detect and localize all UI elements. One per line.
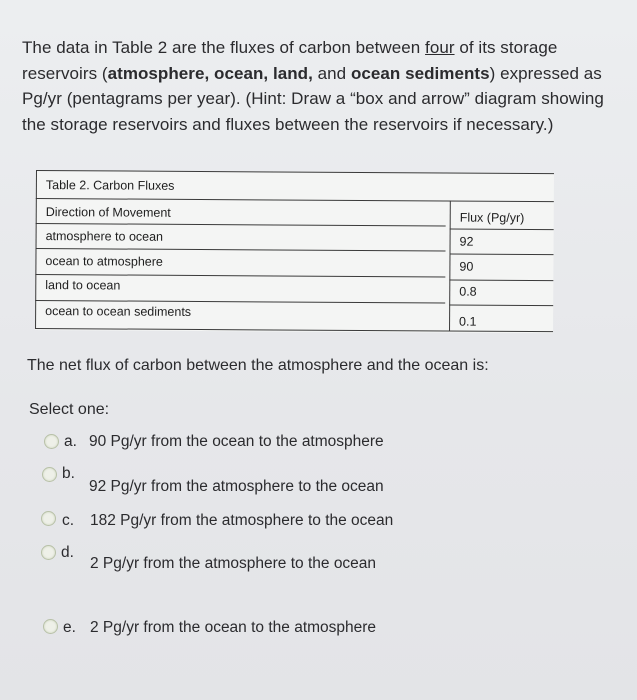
- select-one-label: Select one:: [29, 401, 110, 418]
- option-b-letter: b.: [62, 465, 75, 482]
- table-row-direction: atmosphere to ocean: [45, 229, 164, 244]
- option-d-letter: d.: [61, 544, 74, 561]
- radio-option-e[interactable]: [43, 619, 58, 634]
- intro-bold-sediments: ocean sediments: [350, 63, 490, 83]
- option-e-letter: e.: [63, 619, 76, 636]
- table-row-flux: 92: [459, 234, 474, 249]
- option-e-text[interactable]: 2 Pg/yr from the ocean to the atmosphere: [90, 619, 377, 636]
- table-rule: [450, 229, 554, 231]
- table-rule: [449, 305, 553, 307]
- table-header-flux: Flux (Pg/yr): [459, 210, 525, 225]
- table-rule: [35, 274, 445, 278]
- table-border-left: [35, 170, 37, 329]
- intro-underlined-word: four: [425, 38, 455, 57]
- question-intro: [22, 35, 622, 137]
- intro-text-4: ) expressed as Pg/yr (pentagrams per year). (Hint: Draw a “box and arrow” diagram showing the storage reservoirs and fluxes between the reservoirs if necessary.): [22, 63, 604, 134]
- table-border-top: [36, 170, 554, 174]
- option-c-letter: c.: [62, 512, 75, 529]
- radio-option-d[interactable]: [41, 545, 56, 560]
- intro-bold-reservoirs: atmosphere, ocean, land,: [107, 63, 313, 83]
- intro-text-1: The data in Table 2 are the fluxes of carbon between: [22, 38, 426, 57]
- intro-text-3: and: [312, 63, 351, 83]
- table-rule: [36, 198, 554, 202]
- radio-option-a[interactable]: [44, 434, 59, 449]
- table-divider: [449, 201, 451, 332]
- table-row-direction: land to ocean: [45, 278, 121, 293]
- table-row-flux: 0.8: [459, 284, 477, 299]
- option-c-text[interactable]: 182 Pg/yr from the atmosphere to the ocean: [90, 512, 394, 529]
- table-caption: Table 2. Carbon Fluxes: [45, 178, 175, 193]
- table-row-flux: 90: [459, 259, 474, 274]
- table-rule: [36, 248, 446, 252]
- question-prompt: The net flux of carbon between the atmosphere and the ocean is:: [27, 357, 489, 374]
- intro-text-2: of its storage reservoirs (: [22, 38, 558, 83]
- table-row-flux: 0.1: [459, 314, 477, 329]
- radio-option-b[interactable]: [42, 467, 57, 482]
- table-header-direction: Direction of Movement: [45, 205, 171, 220]
- table-rule: [36, 223, 446, 227]
- option-a-text[interactable]: 90 Pg/yr from the ocean to the atmosphere: [89, 433, 384, 450]
- option-a-letter: a.: [64, 433, 77, 450]
- table-row-direction: ocean to ocean sediments: [45, 304, 192, 319]
- table-rule: [449, 254, 553, 256]
- option-d-text[interactable]: 2 Pg/yr from the atmosphere to the ocean: [90, 555, 377, 572]
- option-b-text[interactable]: 92 Pg/yr from the atmosphere to the ocean: [89, 478, 384, 495]
- carbon-flux-table: [35, 170, 554, 333]
- radio-option-c[interactable]: [41, 511, 56, 526]
- table-rule: [35, 300, 445, 304]
- table-row-direction: ocean to atmosphere: [45, 254, 163, 269]
- table-rule: [449, 280, 553, 282]
